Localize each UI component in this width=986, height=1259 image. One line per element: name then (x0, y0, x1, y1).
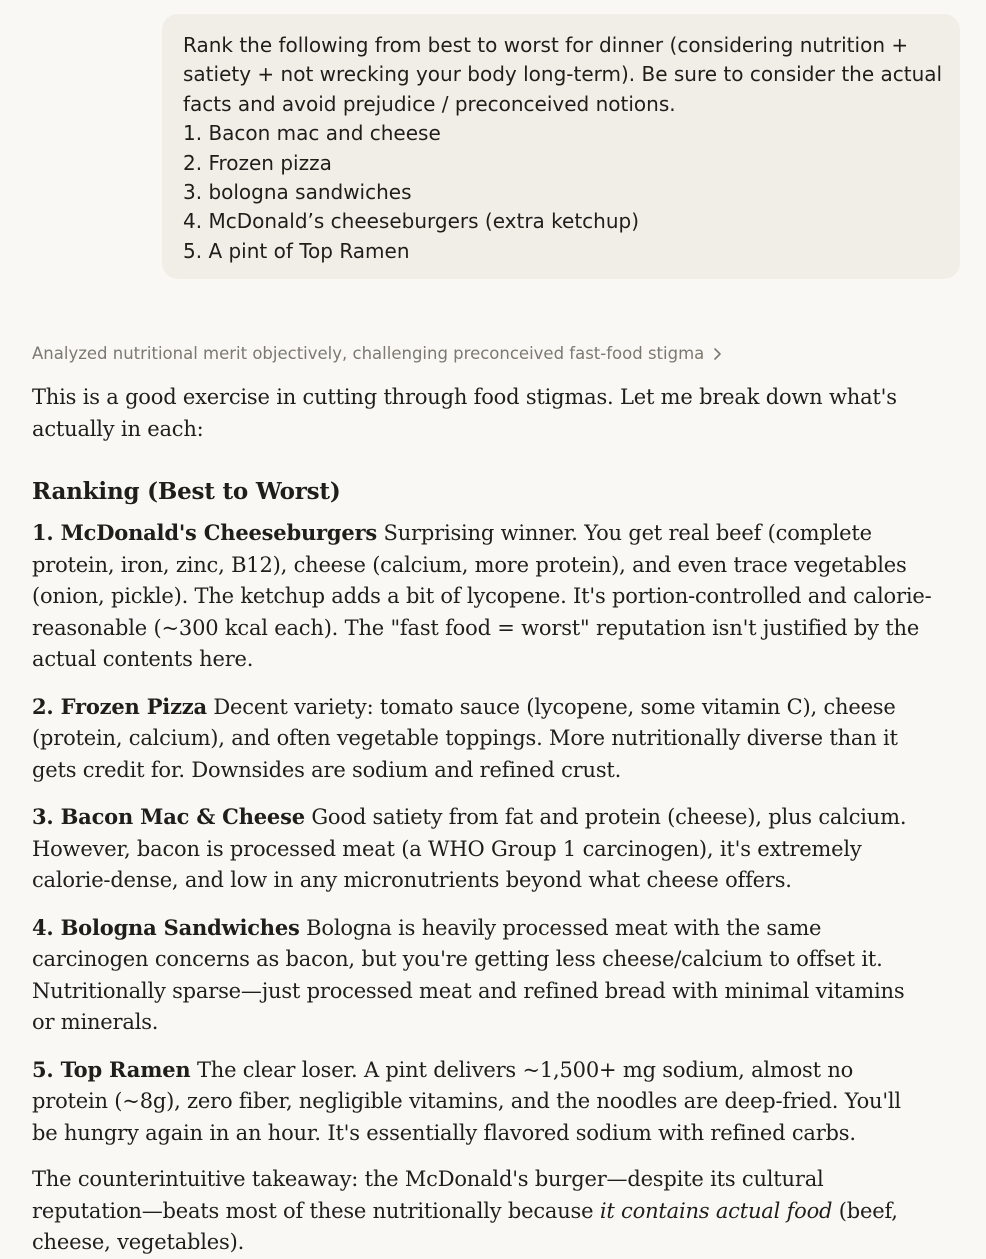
ranking-item-text: Good satiety from fat and protein (cheese), plus calcium. However, bacon is processed meat (a WHO Group 1 carcinogen), it's extremely calorie-dense, and low in any micronutrients beyond what cheese offers. (32, 805, 907, 892)
closing-text-end: (beef, cheese, vegetables). (32, 1198, 898, 1254)
closing-emphasis: it contains actual food (599, 1198, 833, 1223)
response-closing (32, 1164, 932, 1259)
thought-summary-toggle[interactable] (32, 344, 722, 363)
user-message-list-item: 5. A pint of Top Ramen (183, 238, 410, 263)
ranking-item (32, 1054, 932, 1150)
response-intro: This is a good exercise in cutting through food stigmas. Let me break down what's actually in each: (32, 385, 897, 441)
ranking-item-text: Decent variety: tomato sauce (lycopene, some vitamin C), cheese (protein, calcium), and often vegetable toppings. More nutritionally diverse than it gets credit for. Downsides are sodium and refined crust. (32, 694, 898, 782)
ranking-item-title: 5. Top Ramen (32, 1056, 191, 1082)
ranking-item (32, 691, 932, 787)
thought-summary-label: Analyzed nutritional merit objectively, challenging preconceived fast-food stigma (32, 344, 705, 363)
ranking-item-title: 1. McDonald's Cheeseburgers (32, 520, 378, 545)
response-heading: Ranking (Best to Worst) (32, 478, 341, 505)
assistant-response (32, 382, 932, 1259)
ranking-item-title: 2. Frozen Pizza (32, 693, 207, 719)
ranking-item-title: 3. Bacon Mac & Cheese (32, 804, 305, 829)
user-message-list-item: 4. McDonald’s cheeseburgers (extra ketchup) (183, 209, 640, 234)
ranking-item (32, 912, 932, 1039)
ranking-item-title: 4. Bologna Sandwiches (32, 914, 300, 940)
ranking-item (32, 517, 932, 676)
closing-text: The counterintuitive takeaway: the McDonald's burger—despite its cultural reputation—beats most of these nutritionally because (32, 1167, 824, 1223)
user-message-list-item: 3. bologna sandwiches (183, 180, 412, 205)
user-message-bubble (162, 14, 960, 279)
user-message-intro-line: Rank the following from best to worst for dinner (considering nutrition + (183, 33, 909, 57)
user-message-intro-line: satiety + not wrecking your body long-term). Be sure to consider the actual (183, 62, 943, 87)
ranking-item-text: Surprising winner. You get real beef (complete protein, iron, zinc, B12), cheese (calcium, more protein), and even trace vegetables (onion, pickle). The ketchup adds a bit of lycopene. It's portion-controlled and calorie-reasonable (~300 kcal each). The "fast food = worst" reputation isn't justified by the actual contents here. (32, 521, 932, 671)
user-message-list-item: 2. Frozen pizza (183, 150, 332, 175)
ranking-item-text: The clear loser. A pint delivers ~1,500+ mg sodium, almost no protein (~8g), zero fiber, negligible vitamins, and the noodles are deep-fried. You'll be hungry again in an hour. It's essentially flavored sodium with refined carbs. (32, 1057, 901, 1145)
chevron-right-icon (712, 347, 722, 361)
user-message-intro-line: facts and avoid prejudice / preconceived notions. (183, 91, 676, 116)
user-message-list-item: 1. Bacon mac and cheese (183, 121, 441, 146)
ranking-item-text: Bologna is heavily processed meat with the same carcinogen concerns as bacon, but you're getting less cheese/calcium to offset it. Nutritionally sparse—just processed meat and refined bread with minimal vitamins or minerals. (32, 915, 905, 1034)
ranking-item (32, 801, 932, 897)
